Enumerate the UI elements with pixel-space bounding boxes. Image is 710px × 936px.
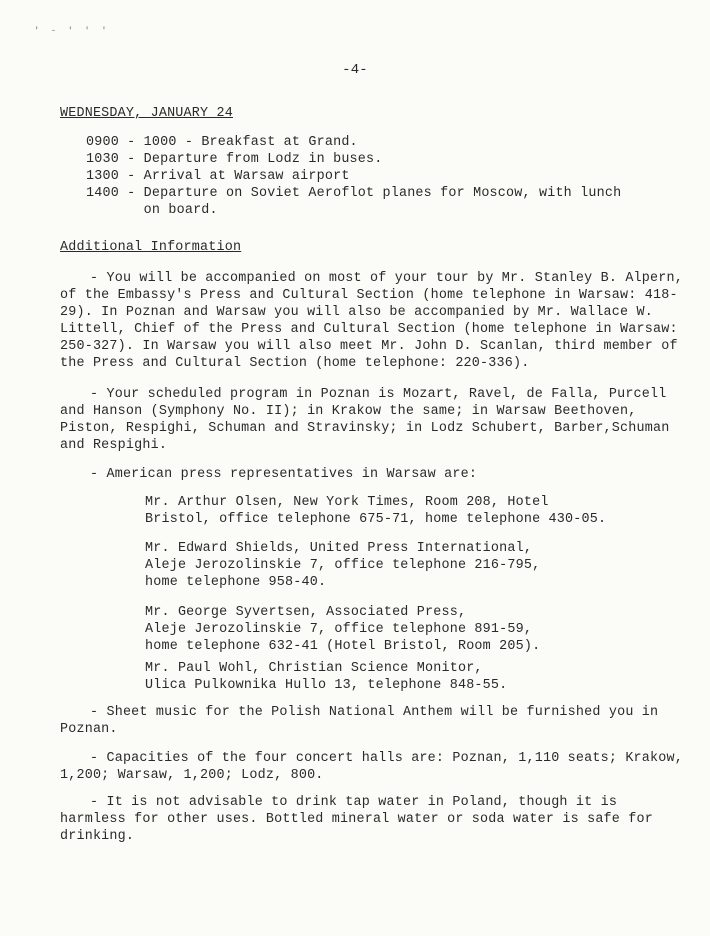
- paragraph-text: - American press representatives in Warsaw are:: [90, 467, 478, 482]
- schedule-text: Arrival at Warsaw airport: [143, 169, 350, 184]
- paragraph-text: - It is not advisable to drink tap water in Poland, though it is harmless for other uses. Bottled mineral water or soda water is safe for drinking.: [60, 795, 653, 844]
- paragraph-text: - Sheet music for the Polish National Anthem will be furnished you in Poznan.: [60, 705, 659, 737]
- paragraph-water: [60, 794, 690, 845]
- page-number: -4-: [342, 62, 368, 78]
- rep-line: Mr. George Syvertsen, Associated Press,: [145, 605, 467, 620]
- rep-line: Aleje Jerozolinskie 7, office telephone 891-59,: [145, 622, 533, 637]
- day-heading: WEDNESDAY, JANUARY 24: [60, 106, 233, 121]
- rep-line: Mr. Edward Shields, United Press International,: [145, 541, 533, 556]
- corner-mark: ' - ' ' ': [34, 26, 110, 36]
- rep-line: Aleje Jerozolinskie 7, office telephone 216-795,: [145, 558, 541, 573]
- rep-line: home telephone 958-40.: [145, 575, 327, 590]
- rep-line: Mr. Arthur Olsen, New York Times, Room 208, Hotel: [145, 495, 549, 510]
- schedule-item: [86, 134, 646, 151]
- paragraph-text: - You will be accompanied on most of your tour by Mr. Stanley B. Alpern, of the Embassy's Press and Cultural Section (home telephone in Warsaw: 418-29). In Poznan and Warsaw you will also be accompanied by Mr. Wallace W. Littell, Chief of the Press and Cultural Section (home telephone in Warsaw: 250-327). In Warsaw you will also meet Mr. John D. Scanlan, third member of the Press and Cultural Section (home telephone: 220-336).: [60, 271, 683, 371]
- schedule-list: [86, 134, 646, 219]
- paragraph-escorts: [60, 270, 690, 372]
- rep-line: Mr. Paul Wohl, Christian Science Monitor,: [145, 661, 483, 676]
- press-rep-syvertsen: [145, 604, 665, 655]
- schedule-time: 1400 -: [86, 186, 144, 201]
- paragraph-text: - Your scheduled program in Poznan is Mozart, Ravel, de Falla, Purcell and Hanson (Symphony No. II); in Krakow the same; in Warsaw Beethoven, Piston, Respighi, Schuman and Stravinsky; in Lodz Schubert, Barber,Schuman and Respighi.: [60, 387, 670, 453]
- schedule-text: Departure from Lodz in buses.: [143, 152, 383, 167]
- schedule-time: 0900 - 1000 -: [86, 135, 202, 150]
- press-rep-olsen: [145, 494, 665, 528]
- schedule-text: Breakfast at Grand.: [201, 135, 358, 150]
- schedule-item: [86, 168, 646, 185]
- schedule-item: [86, 185, 646, 219]
- schedule-time: 1300 -: [86, 169, 144, 184]
- schedule-item: [86, 151, 646, 168]
- press-rep-shields: [145, 540, 665, 591]
- paragraph-capacities: [60, 750, 690, 784]
- paragraph-text: - Capacities of the four concert halls are: Poznan, 1,110 seats; Krakow, 1,200; Warsaw, 1,200; Lodz, 800.: [60, 751, 683, 783]
- paragraph-program: [60, 386, 690, 454]
- schedule-time: 1030 -: [86, 152, 144, 167]
- additional-info-heading: Additional Information: [60, 240, 242, 255]
- press-rep-wohl: [145, 660, 665, 694]
- paragraph-press-intro: [60, 466, 690, 483]
- paragraph-anthem: [60, 704, 690, 738]
- rep-line: Bristol, office telephone 675-71, home telephone 430-05.: [145, 512, 607, 527]
- schedule-text: Departure on Soviet Aeroflot planes for Moscow, with lunch on board.: [143, 186, 622, 218]
- rep-line: Ulica Pulkownika Hullo 13, telephone 848-55.: [145, 678, 508, 693]
- rep-line: home telephone 632-41 (Hotel Bristol, Room 205).: [145, 639, 541, 654]
